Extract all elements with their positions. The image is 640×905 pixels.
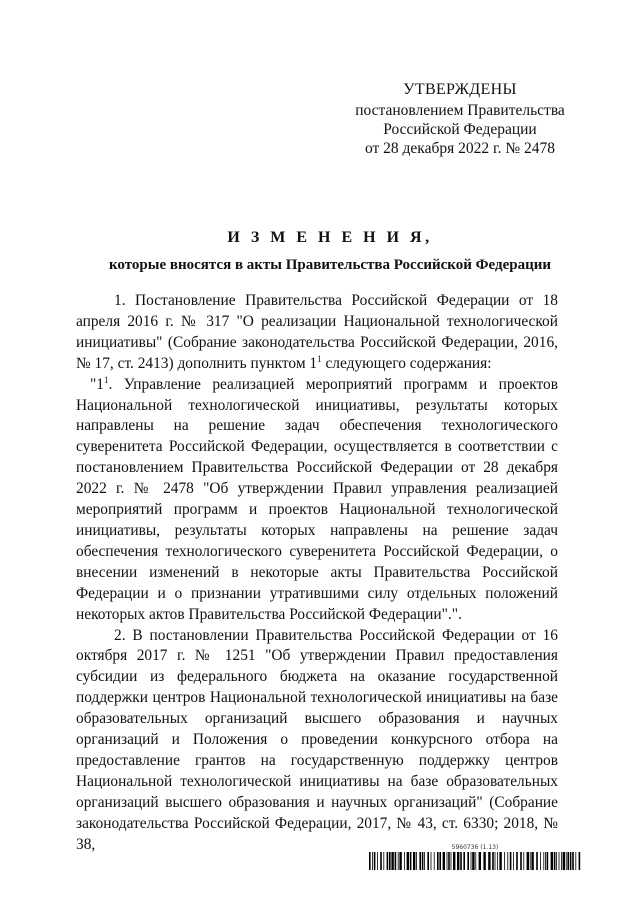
paragraph-2-text-b: . Управление реализацией мероприятий программ и проектов Национальной технологической инициативы, результаты которых направлены на решение задач обеспечения технологического суверенитета Российской Федерации, осуществляется в соответствии с постановлением Правительства Российской Федерации от 28 декабря 2022 г. № 2478 "Об утверждении Правил управления реализацией мероприятий программ и проектов Национальной технологической инициативы, результаты которых направлены на решение задач обеспечения технологического суверенитета Российской Федерации, о внесении изменений в некоторые акты Правительства Российской Федерации и о признании утратившими силу отдельных положений некоторых актов Правительства Российской Федерации".". (76, 375, 558, 623)
barcode-label: 5960736 (1.13) (451, 844, 499, 851)
paragraph-3: 2. В постановлении Правительства Российской Федерации от 16 октября 2017 г. № 1251 "Об утверждении Правил предоставления субсидии из федерального бюджета на оказание государственной поддержки центров Национальной технологической инициативы на базе образовательных организаций высшего образования и научных организаций и Положения о проведении конкурсного отбора на предоставление грантов на государственную поддержку центров Национальной технологической инициативы на базе образовательных организаций высшего образования и научных организаций" (Собрание законодательства Российской Федерации, 2017, № 43, ст. 6330; 2018, № 38, (76, 626, 558, 853)
document-heading (40, 227, 620, 275)
approval-title: УТВЕРЖДЕНЫ (403, 81, 517, 98)
paragraph-1-text-a: 1. Постановление Правительства Российской Федерации от 18 апреля 2016 г. № 317 "О реализации Национальной технологической инициативы" (Собрание законодательства Российской Федерации, 2016, № 17, ст. 2413) дополнить пунктом 1 (76, 292, 558, 372)
paragraph-1 (76, 291, 558, 375)
document-body (76, 291, 558, 855)
approval-stamp (340, 80, 580, 158)
paragraph-2 (76, 375, 558, 626)
paragraph-2-text-a: "1 (90, 375, 104, 393)
approval-line-2: Российской Федерации (383, 121, 537, 138)
document-title: И З М Е Н Е Н И Я, (227, 229, 433, 246)
barcode (369, 844, 581, 870)
paragraph-1-superscript: 1 (317, 353, 322, 364)
barcode-bars (369, 852, 581, 870)
approval-line-3: от 28 декабря 2022 г. № 2478 (364, 140, 556, 157)
approval-line-1: постановлением Правительства (355, 102, 565, 119)
paragraph-2-superscript: 1 (103, 374, 109, 385)
document-subtitle: которые вносятся в акты Правительства Российской Федерации (108, 257, 552, 273)
paragraph-1-text-b: следующего содержания: (321, 354, 492, 372)
